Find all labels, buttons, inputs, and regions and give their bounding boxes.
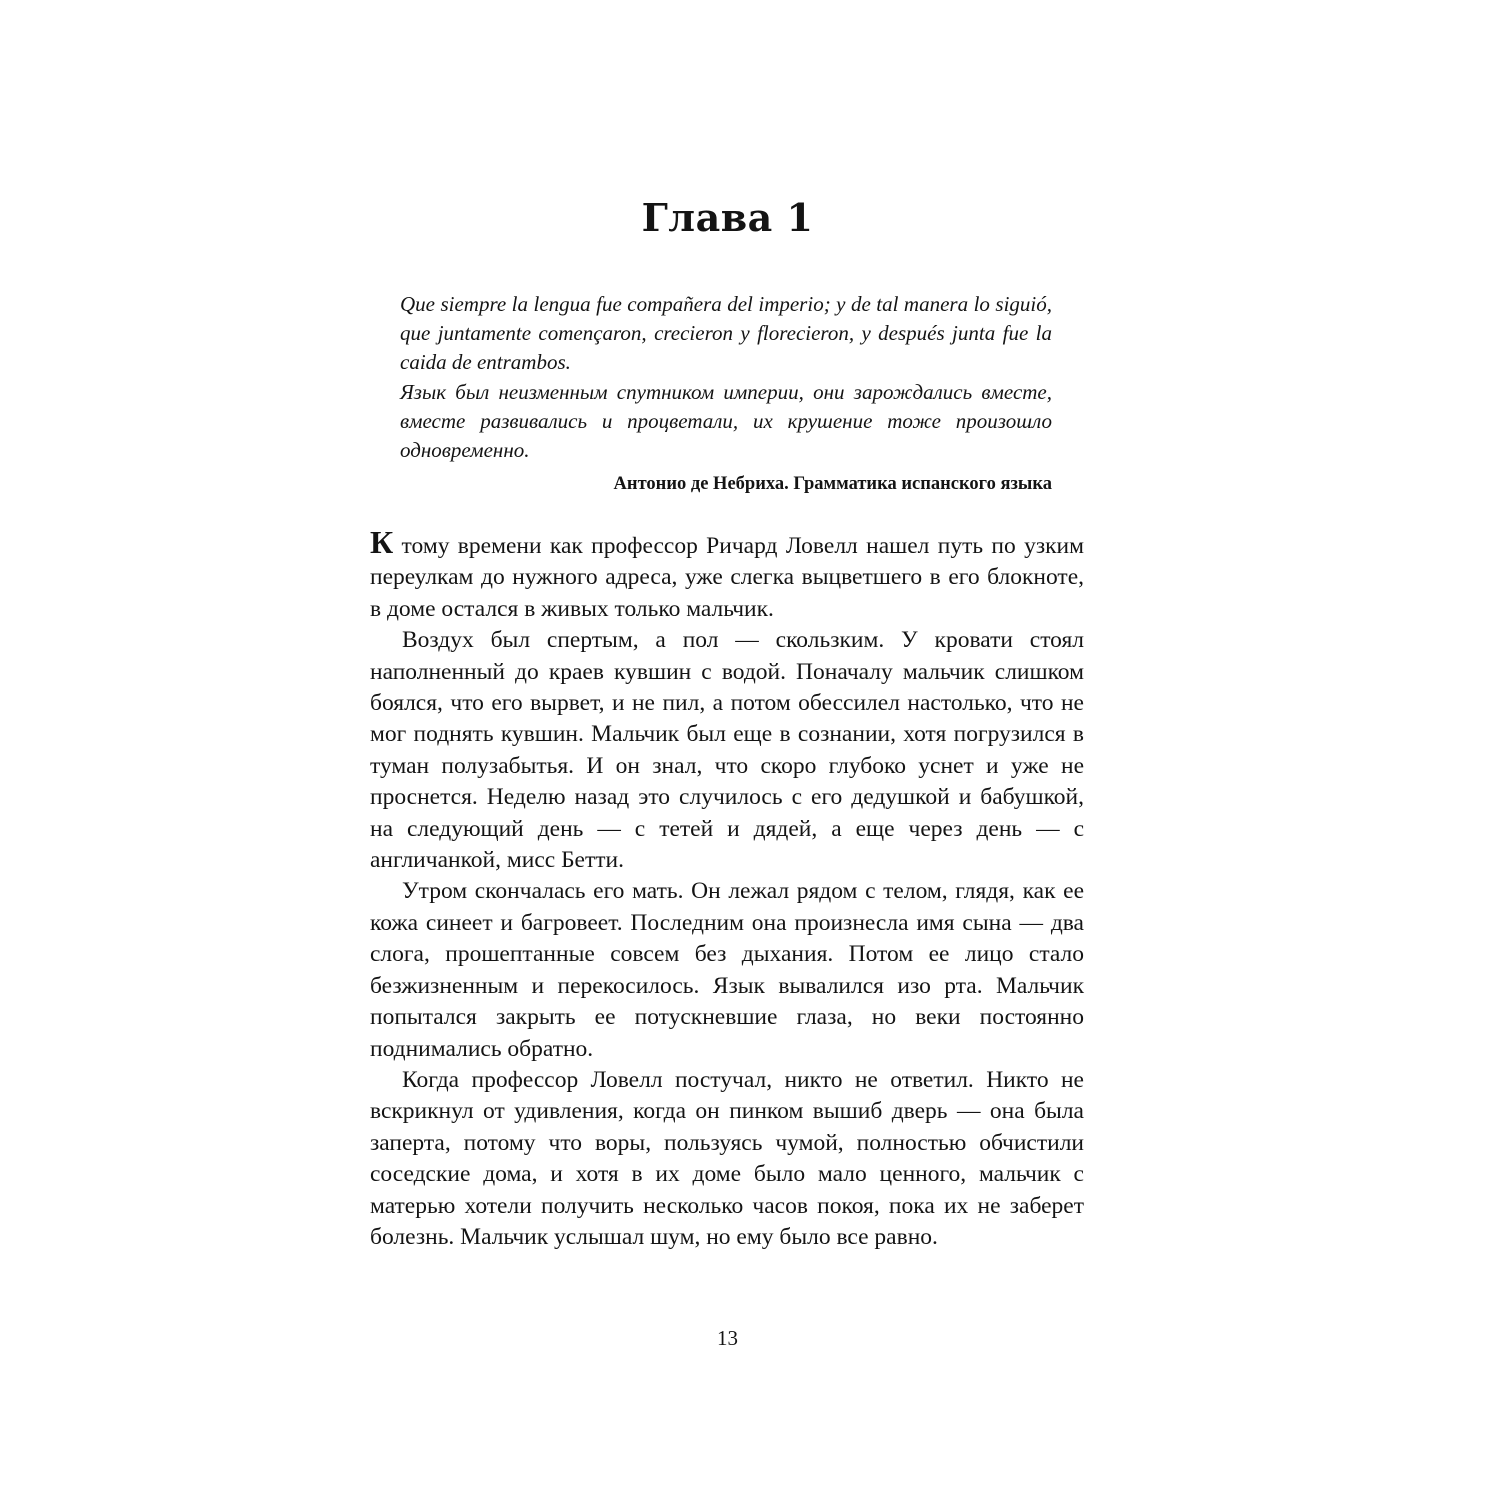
paragraph-4: Когда профессор Ловелл постучал, никто не ответил. Никто не вскрикнул от удивления, когда он пинком вышиб дверь — она была заперта, потому что воры, пользуясь чумой, полностью обчистили соседские дома, и хотя в их доме было мало ценного, мальчик с матерью хотели получить несколько часов покоя, пока их не заберет болезнь. Мальчик услышал шум, но ему было все равно. <box>370 1066 1084 1250</box>
epigraph-russian: Язык был неизменным спутником империи, они зарождались вместе, вместе развивались и процветали, их крушение тоже произошло одновременно. <box>400 379 1052 463</box>
paragraph-2: Воздух был спертым, а пол — скользким. У кровати стоял наполненный до краев кувшин с водой. Поначалу мальчик слишком боялся, что его вырвет, и не пил, а потом обессилел настолько, что не мог поднять кувшин. Мальчик был еще в сознании, хотя погрузился в туман полузабытья. И он знал, что скоро глубоко уснет и уже не проснется. Неделю назад это случилось с его дедушкой и бабушкой, на следующий день — с тетей и дядей, а еще через день — с англичанкой, мисс Бетти. <box>370 627 1084 874</box>
epigraph <box>400 290 1052 465</box>
chapter-title: Глава 1 <box>641 195 814 240</box>
page-number: 13 <box>717 1326 738 1350</box>
paragraph-1-text: тому времени как профессор Ричард Ловелл нашел путь по узким переулкам до нужного адреса, уже слегка выцветшего в его блокноте, в доме остался в живых только мальчик. <box>370 533 1084 622</box>
epigraph-spanish: Que siempre la lengua fue compañera del imperio; y de tal manera lo siguió, que juntamente començaron, crecieron y florecieron, y después junta fue la caida de entrambos. <box>400 292 1052 375</box>
paragraph-3: Утром скончалась его мать. Он лежал рядом с телом, глядя, как ее кожа синеет и багровеет. Последним она произнесла имя сына — два слога, прошептанные совсем без дыхания. Потом ее лицо стало безжизненным и перекосилось. Язык вывалился изо рта. Мальчик попытался закрыть ее потускневшие глаза, но веки постоянно поднимались обратно. <box>370 878 1084 1062</box>
chapter-body <box>370 524 1084 1253</box>
epigraph-source: Антонио де Небриха. Грамматика испанского языка <box>613 474 1052 494</box>
paragraph-1 <box>370 524 1084 625</box>
dropcap: К <box>370 524 394 560</box>
